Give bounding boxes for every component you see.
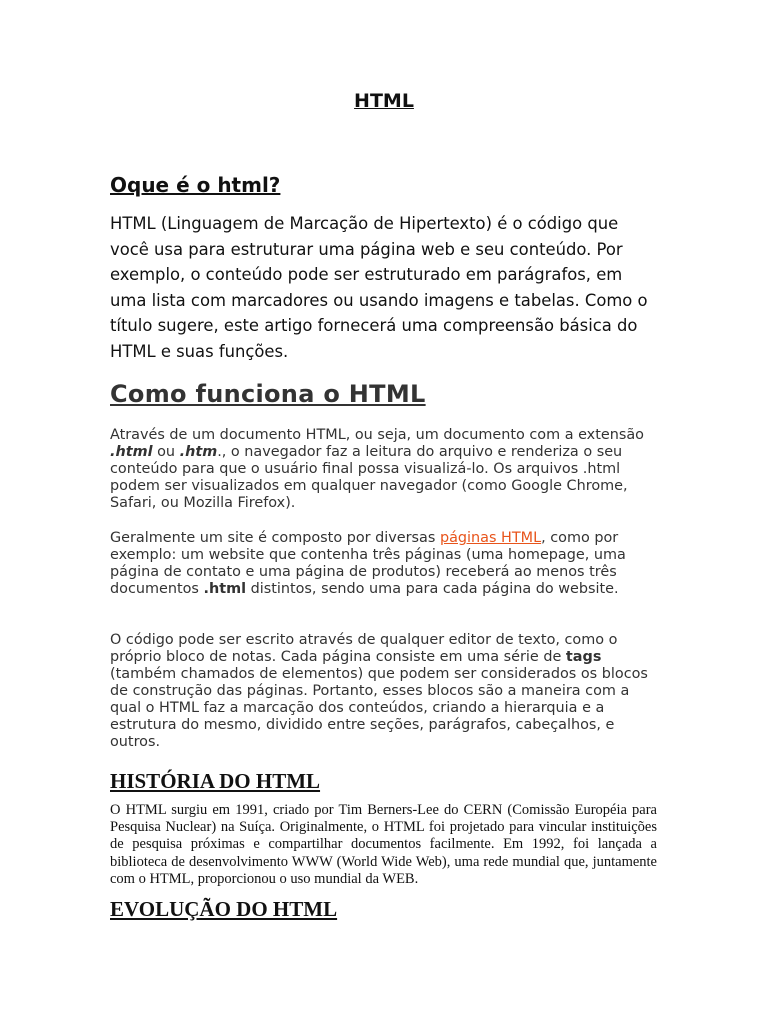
text-span: O código pode ser escrito através de qualquer editor de texto, como o próprio bloco de notas. Cada página consiste em uma série de [110, 632, 618, 665]
section-heading-historia: HISTÓRIA DO HTML [110, 769, 321, 793]
historia-paragraph: O HTML surgiu em 1991, criado por Tim Berners-Lee do CERN (Comissão Européia para Pesquisa Nuclear) na Suíça. Originalmente, o HTML foi projetado para vincular instituições de pesquisa próximas e compartilhar documentos facilmente. Em 1992, foi lançada a biblioteca de desenvolvimento WWW (World Wide Web), uma rede mundial que, juntamente com o HTML, proporcionou o uso mundial da WEB. [110, 802, 657, 887]
text-span: Geralmente um site é composto por diversas [110, 530, 440, 546]
intro-paragraph: HTML (Linguagem de Marcação de Hipertexto) é o código que você usa para estruturar uma página web e seu conteúdo. Por exemplo, o conteúdo pode ser estruturado em parágrafos, em uma lista com marcadores ou usando imagens e tabelas. Como o título sugere, este artigo fornecerá uma compreensão básica do HTML e suas funções. [110, 214, 648, 361]
section-heading-como-funciona: Como funciona o HTML [110, 380, 426, 408]
text-span: (também chamados de elementos) que podem ser considerados os blocos de construção das páginas. Portanto, esses blocos são a maneira com a qual o HTML faz a marcação dos conteúdos, criando a hierarquia e a estrutura do mesmo, dividido entre seções, parágrafos, cabeçalhos, e outros. [110, 666, 648, 750]
ext-htm-text: .htm [179, 444, 218, 460]
tags-bold: tags [565, 649, 602, 665]
html-ext-bold: .html [203, 581, 247, 597]
section-heading-evolucao: EVOLUÇÃO DO HTML [110, 897, 338, 921]
ext-html-text: .html [110, 444, 153, 460]
text-span: Através de um documento HTML, ou seja, um documento com a extensão [110, 427, 644, 443]
text-span: , como por exemplo: um website que contenha três páginas (uma homepage, uma página de contato e uma página de produtos) receberá ao menos três documentos [110, 530, 626, 597]
paginas-html-link[interactable]: páginas HTML [439, 530, 542, 546]
text-span: distintos, sendo uma para cada página do website. [246, 581, 619, 597]
section-heading-oque-e-html: Oque é o html? [110, 173, 281, 197]
paragraph-extensao [110, 427, 662, 512]
paragraph-site-paginas [110, 530, 662, 598]
document-title: HTML [354, 90, 414, 112]
text-span: ou [152, 444, 180, 460]
paragraph-codigo-tags [110, 632, 662, 751]
text-span: ., o navegador faz a leitura do arquivo e renderiza o seu conteúdo para que o usuário final possa visualizá-lo. Os arquivos .html podem ser visualizados em qualquer navegador (como Google Chrome, Safari, ou Mozilla Firefox). [110, 444, 628, 511]
